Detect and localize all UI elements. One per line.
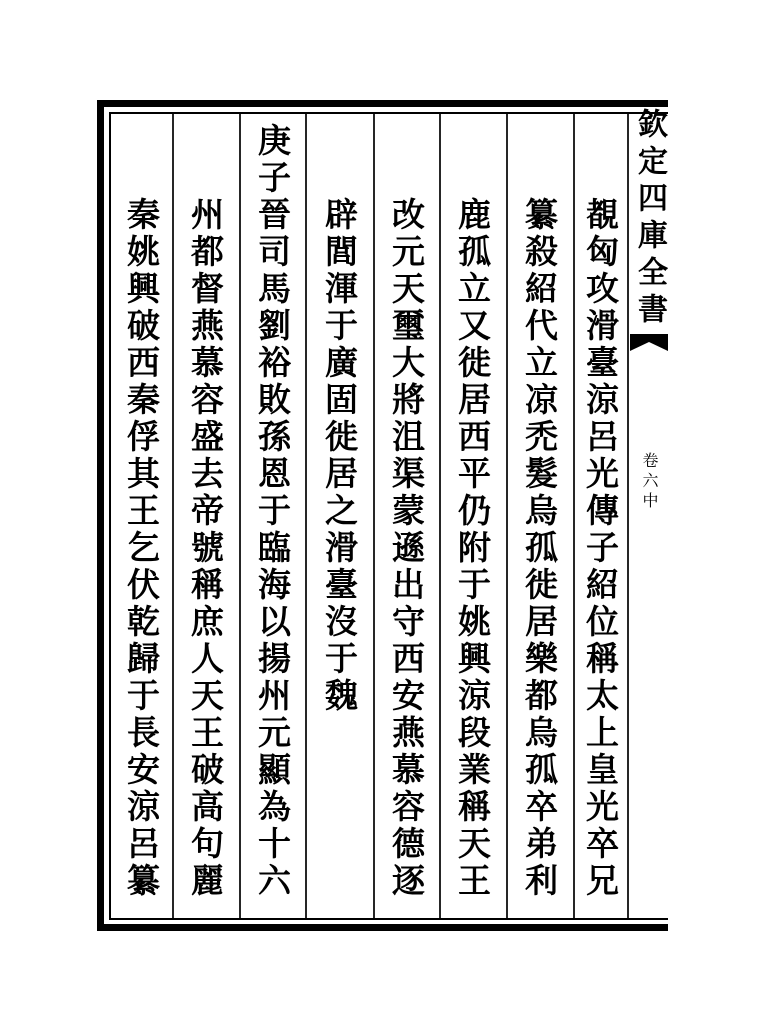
margin-rule	[627, 112, 629, 920]
text-column: 改元天璽大將沮渠蒙遜出守西安燕慕容德逐	[387, 197, 426, 900]
text-column: 辟閭渾于廣固徙居之滑臺沒于魏	[320, 197, 359, 715]
frame-inner-bottom	[109, 918, 668, 920]
text-column: 覩匈攻滑臺涼呂光傳子紹位稱太上皇光卒兄	[581, 197, 620, 900]
book-title: 欽定四庫全書	[632, 108, 667, 330]
text-column: 鹿孤立又徙居西平仍附于姚興涼段業稱天王	[453, 197, 492, 900]
frame-outer-left	[97, 100, 104, 931]
column-rule	[305, 112, 307, 920]
frame-inner-top	[109, 112, 668, 114]
column-rule	[439, 112, 441, 920]
column-rule	[573, 112, 575, 920]
fishtail-icon	[630, 334, 668, 352]
frame-outer-bottom	[97, 924, 668, 931]
column-rule	[239, 112, 241, 920]
frame-inner-left	[109, 112, 111, 920]
text-column: 秦姚興破西秦俘其王乞伏乾歸于長安涼呂纂	[122, 197, 161, 900]
column-rule	[172, 112, 174, 920]
text-column: 州都督燕慕容盛去帝號稱庶人天王破高句麗	[186, 197, 225, 900]
text-column: 纂殺紹代立凉禿髮烏孤徙居樂都烏孤卒弟利	[520, 197, 559, 900]
frame-outer-top	[97, 100, 668, 107]
column-rule	[373, 112, 375, 920]
column-rule	[506, 112, 508, 920]
year-heading-column: 庚子晉司馬劉裕敗孫恩于臨海以揚州元顯為十六	[253, 123, 292, 900]
volume-label: 卷六中	[640, 452, 659, 512]
